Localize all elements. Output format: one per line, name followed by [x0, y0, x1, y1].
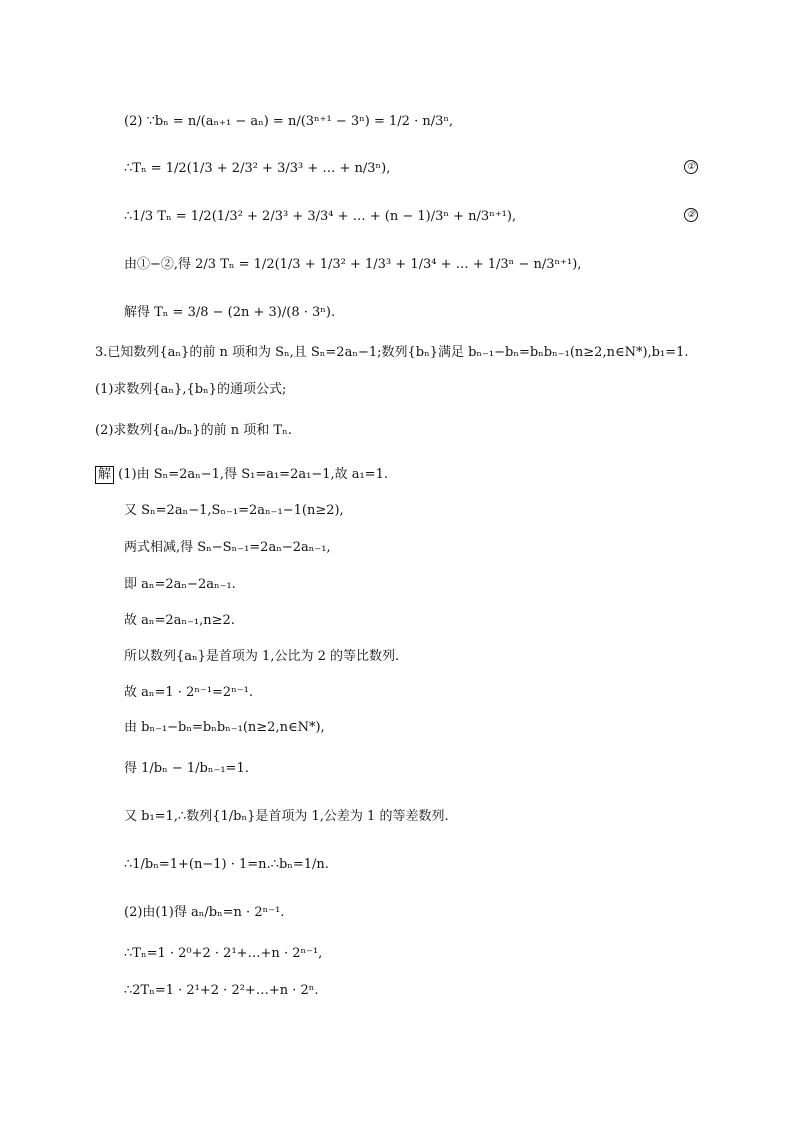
solution-line-third-Tn: ∴1/3 Tₙ = 1/2(1/3² + 2/3³ + 3/3⁴ + … + (n − 1)/3ⁿ + n/3ⁿ⁺¹),	[124, 209, 517, 224]
answer-step-1: (1)由 Sₙ=2aₙ−1,得 S₁=a₁=2a₁−1,故 a₁=1.	[118, 467, 388, 482]
problem-3-part-1: (1)求数列{aₙ},{bₙ}的通项公式;	[95, 382, 287, 397]
answer-step-6: 所以数列{aₙ}是首项为 1,公比为 2 的等比数列.	[124, 649, 400, 664]
solution-line-Tn: ∴Tₙ = 1/2(1/3 + 2/3² + 3/3³ + … + n/3ⁿ),	[124, 161, 391, 176]
answer-step-8: 由 bₙ₋₁−bₙ=bₙbₙ₋₁(n≥2,n∈N*),	[124, 720, 325, 735]
answer-step-11: ∴1/bₙ=1+(n−1) · 1=n.∴bₙ=1/n.	[124, 857, 329, 872]
answer-step-13: ∴Tₙ=1 · 2⁰+2 · 2¹+…+n · 2ⁿ⁻¹,	[124, 946, 323, 961]
equation-marker-2: ②	[684, 208, 698, 222]
answer-row-1	[95, 466, 388, 484]
solution-line-subtract: 由①−②,得 2/3 Tₙ = 1/2(1/3 + 1/3² + 1/3³ + 1/3⁴ + … + 1/3ⁿ − n/3ⁿ⁺¹),	[124, 257, 582, 272]
answer-step-10: 又 b₁=1,∴数列{1/bₙ}是首项为 1,公差为 1 的等差数列.	[124, 809, 449, 824]
problem-3-statement: 3.已知数列{aₙ}的前 n 项和为 Sₙ,且 Sₙ=2aₙ−1;数列{bₙ}满足 bₙ₋₁−bₙ=bₙbₙ₋₁(n≥2,n∈N*),b₁=1.	[95, 345, 689, 360]
problem-3-part-2: (2)求数列{aₙ/bₙ}的前 n 项和 Tₙ.	[95, 423, 292, 438]
answer-step-3: 两式相减,得 Sₙ−Sₙ₋₁=2aₙ−2aₙ₋₁,	[124, 540, 331, 555]
answer-step-4: 即 aₙ=2aₙ−2aₙ₋₁.	[124, 577, 236, 592]
answer-step-9: 得 1/bₙ − 1/bₙ₋₁=1.	[124, 761, 249, 776]
answer-step-14: ∴2Tₙ=1 · 2¹+2 · 2²+…+n · 2ⁿ.	[124, 983, 319, 998]
answer-step-5: 故 aₙ=2aₙ₋₁,n≥2.	[124, 613, 235, 628]
answer-label: 解	[95, 466, 114, 484]
answer-step-7: 故 aₙ=1 · 2ⁿ⁻¹=2ⁿ⁻¹.	[124, 685, 254, 700]
solution-line-result: 解得 Tₙ = 3/8 − (2n + 3)/(8 · 3ⁿ).	[124, 305, 336, 320]
solution-line-bn: (2) ∵bₙ = n/(aₙ₊₁ − aₙ) = n/(3ⁿ⁺¹ − 3ⁿ) = 1/2 · n/3ⁿ,	[124, 114, 454, 129]
answer-step-12: (2)由(1)得 aₙ/bₙ=n · 2ⁿ⁻¹.	[124, 905, 285, 920]
answer-step-2: 又 Sₙ=2aₙ−1,Sₙ₋₁=2aₙ₋₁−1(n≥2),	[124, 503, 344, 518]
equation-marker-1: ①	[684, 160, 698, 174]
